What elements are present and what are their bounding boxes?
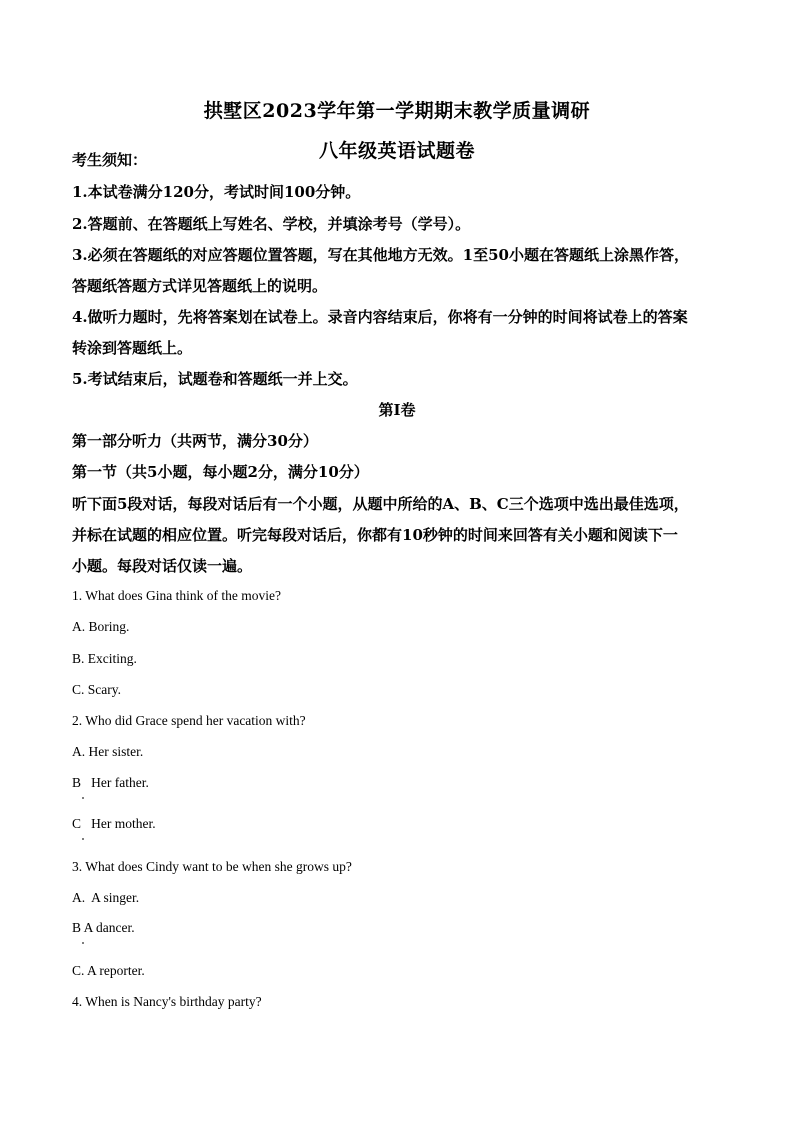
question-2-option-c: C Her mother. [72,816,156,831]
instructions-line-1: 听下面5段对话，每段对话后有一个小题，从题中所给的A、B、C三个选项中选出最佳选项， [72,495,689,513]
question-3-stem: 3. What does Cindy want to be when she grows up? [72,859,352,874]
question-1-option-c: C. Scary. [72,682,121,697]
part-heading: 第一部分听力（共两节，满分30分） [72,432,318,450]
instructions-line-2: 并标在试题的相应位置。听完每段对话后，你都有10秒钟的时间来回答有关小题和阅读下一 [72,526,678,544]
exam-title: 拱墅区2023学年第一学期期末教学质量调研 [203,100,591,122]
question-1-stem: 1. What does Gina think of the movie? [72,588,281,603]
stray-dot [82,838,84,840]
question-4-stem: 4. When is Nancy's birthday party? [72,994,262,1009]
question-2-stem: 2. Who did Grace spend her vacation with? [72,713,306,728]
stray-dot [82,797,84,799]
notice-item-3-cont: 答题纸答题方式详见答题纸上的说明。 [72,277,328,295]
question-3-option-c: C. A reporter. [72,963,145,978]
question-3-option-b: B A dancer. [72,920,135,935]
section-heading: 第一节（共5小题，每小题2分，满分10分） [72,463,369,481]
notice-item-1: 1.本试卷满分120分，考试时间100分钟。 [72,183,361,201]
notice-item-5: 5.考试结束后，试题卷和答题纸一并上交。 [72,370,358,388]
notice-item-4-cont: 转涂到答题纸上。 [72,339,193,357]
notice-item-4: 4.做听力题时，先将答案划在试卷上。录音内容结束后，你将有一分钟的时间将试卷上的答案 [72,308,688,326]
question-2-option-a: A. Her sister. [72,744,144,759]
question-3-option-a: A. A singer. [72,890,140,905]
stray-dot [82,942,84,944]
notice-heading: 考生须知： [72,151,148,169]
question-2-option-b: B Her father. [72,775,149,790]
question-1-option-a: A. Boring. [72,619,130,634]
exam-subtitle: 八年级英语试题卷 [318,140,475,162]
notice-item-2: 2.答题前、在答题纸上写姓名、学校，并填涂考号（学号）。 [72,215,471,233]
question-1-option-b: B. Exciting. [72,651,137,666]
volume-heading: 第I卷 [378,401,416,419]
instructions-line-3: 小题。每段对话仅读一遍。 [72,557,253,575]
notice-item-3: 3.必须在答题纸的对应答题位置答题，写在其他地方无效。1至50小题在答题纸上涂黑作答， [72,246,689,264]
